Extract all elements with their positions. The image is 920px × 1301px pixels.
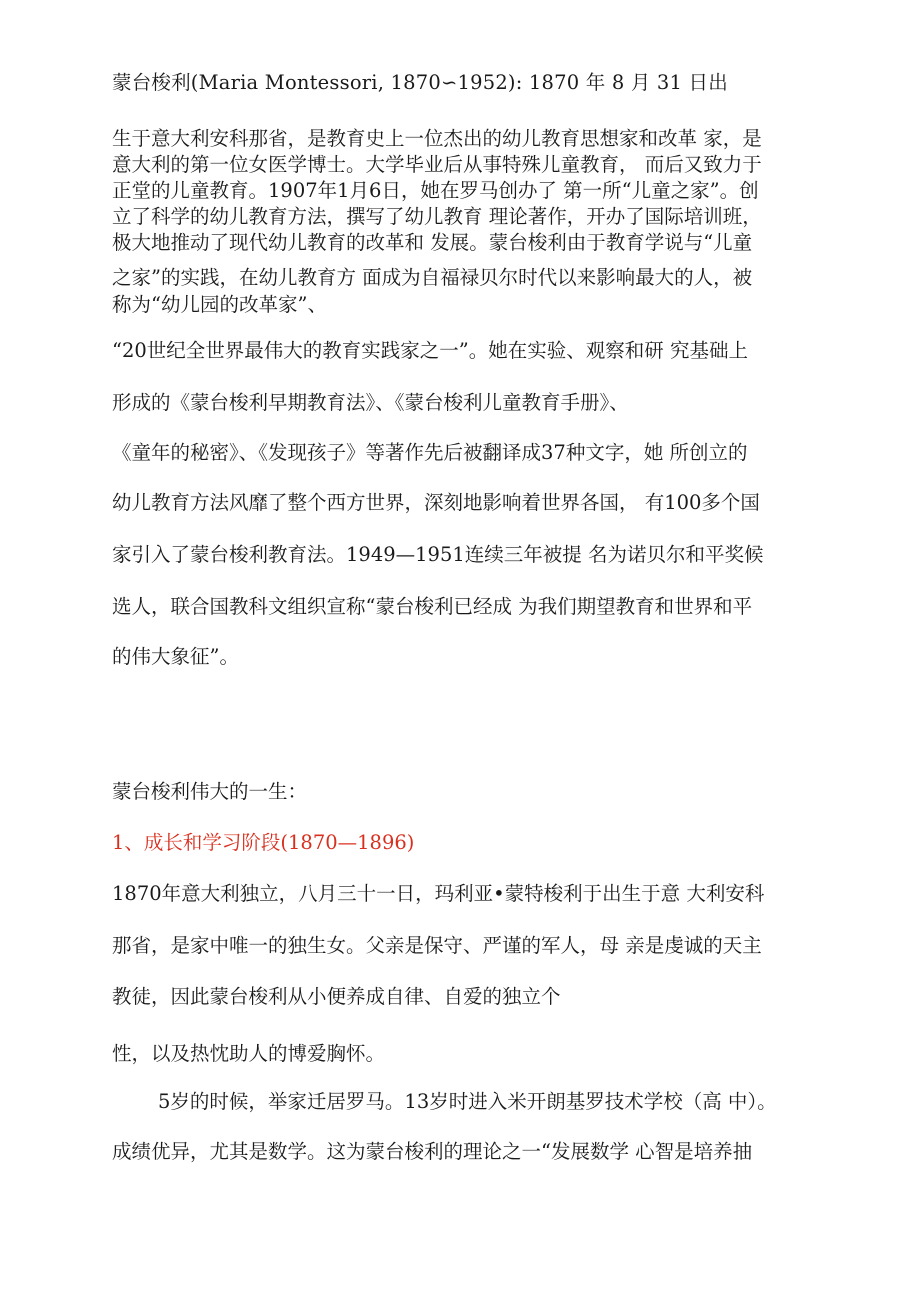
intro-paragraph-line: 幼儿教育方法风靡了整个西方世界，深刻地影响着世界各国， 有100多个国 xyxy=(112,491,760,514)
intro-paragraph-line: 意大利的第一位女医学博士。大学毕业后从事特殊儿童教育， 而后又致力于 xyxy=(112,153,762,176)
life-heading: 蒙台梭利伟大的一生： xyxy=(112,780,308,803)
section-1-title: 1、成长和学习阶段(1870—1896) xyxy=(112,831,415,854)
intro-first-line: 蒙台梭利(Maria Montessori, 1870∽1952): 1870 年 8 月 31 日出 xyxy=(112,71,728,94)
intro-paragraph-line: 家引入了蒙台梭利教育法。1949—1951连续三年被提 名为诺贝尔和平奖候 xyxy=(112,543,764,566)
intro-paragraph-line: 称为“幼儿园的改革家”、 xyxy=(112,293,327,316)
section-1-line: 性，以及热忱助人的博爱胸怀。 xyxy=(112,1042,386,1065)
intro-paragraph-line: 的伟大象征”。 xyxy=(112,645,239,668)
section-1-line: 那省，是家中唯一的独生女。父亲是保守、严谨的军人，母 亲是虔诚的天主 xyxy=(112,934,762,957)
intro-paragraph-line: 极大地推动了现代幼儿教育的改革和 发展。蒙台梭利由于教育学说与“儿童 xyxy=(112,231,753,254)
intro-paragraph-line: 立了科学的幼儿教育方法，撰写了幼儿教育 理论著作，开办了国际培训班， xyxy=(112,205,762,228)
intro-paragraph-line: 生于意大利安科那省，是教育史上一位杰出的幼儿教育思想家和改革 家，是 xyxy=(112,127,762,150)
section-1-line: 成绩优异，尤其是数学。这为蒙台梭利的理论之一“发展数学 心智是培养抽 xyxy=(112,1140,753,1163)
intro-paragraph-line: 之家”的实践，在幼儿教育方 面成为自福禄贝尔时代以来影响最大的人，被 xyxy=(112,266,753,289)
section-1-line: 教徒，因此蒙台梭利从小便养成自律、自爱的独立个 xyxy=(112,985,561,1008)
intro-paragraph-line: 选人，联合国教科文组织宣称“蒙台梭利已经成 为我们期望教育和世界和平 xyxy=(112,595,753,618)
intro-paragraph-line: 《童年的秘密》、《发现孩子》等著作先后被翻译成37种文字，她 所创立的 xyxy=(112,441,748,464)
intro-paragraph-line: “20世纪全世界最伟大的教育实践家之一”。她在实验、观察和研 究基础上 xyxy=(112,339,748,362)
intro-paragraph-line: 正堂的儿童教育。1907年1月6日，她在罗马创办了 第一所“儿童之家”。创 xyxy=(112,179,759,202)
intro-paragraph-line: 形成的《蒙台梭利早期教育法》、《蒙台梭利儿童教育手册》、 xyxy=(112,391,629,414)
section-1-line: 5岁的时候，举家迁居罗马。13岁时进入米开朗基罗技术学校（高 中）。 xyxy=(158,1090,777,1113)
section-1-line: 1870年意大利独立，八月三十一日，玛利亚•蒙特梭利于出生于意 大利安科 xyxy=(112,882,765,905)
